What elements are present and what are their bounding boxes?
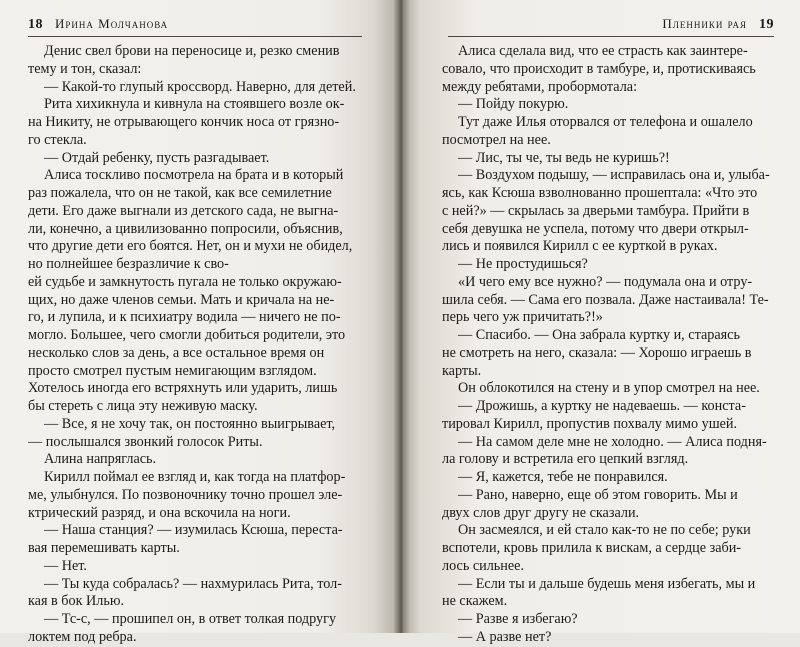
text-line: Он засмеялся, и ей стало как-то не по себе; руки xyxy=(458,522,751,539)
text-line: Алина напряглась. xyxy=(44,451,157,468)
text-line: совало, что происходит в тамбуре, и, протискиваясь xyxy=(442,60,756,77)
text-line: дети. Его даже выгнали из детского сада, не выгна- xyxy=(28,202,339,219)
text-line: — Дрожишь, а куртку не надеваешь. — конста- xyxy=(458,398,746,414)
text-line: — Какой-то глупый кроссворд. Наверно, для детей. xyxy=(44,78,356,95)
text-line: — Лис, ты че, ты ведь не куришь?! xyxy=(458,149,670,166)
text-line: кая в бок Илью. xyxy=(28,593,124,610)
text-line: — Отдай ребенку, пусть разгадывает. xyxy=(44,149,270,166)
text-line: Он облокотился на стену и в упор смотрел на нее. xyxy=(458,380,760,397)
text-line: между ребятами, пробормотала: xyxy=(442,78,638,95)
text-line: — Не простудишься? xyxy=(458,256,588,272)
text-line: могло. Большее, чего смогли добиться родители, это xyxy=(28,327,346,343)
text-line: — Нет. xyxy=(44,557,87,574)
text-line: вая перемешивать карты. xyxy=(28,540,180,556)
text-line: Алиса тоскливо посмотрела на брата и в который xyxy=(44,167,344,184)
text-line: несколько слов за день, а все остальное время он xyxy=(28,344,325,361)
text-line: Кирилл поймал ее взгляд и, как тогда на платфор- xyxy=(44,469,346,485)
page-number: 18 xyxy=(28,17,43,32)
text-line: ли, конечно, а цивилизованно попросили, объяснив, xyxy=(28,220,343,237)
text-line: бы стереть с лица эту неживую маску. xyxy=(28,398,258,414)
text-line: просто смотрел пустым немигающим взглядом. xyxy=(28,362,317,379)
left-page xyxy=(0,0,396,645)
text-line: перь чего уж причитать?!» xyxy=(442,309,603,326)
right-page-header xyxy=(448,16,774,37)
text-line: — А разве нет? xyxy=(458,628,552,645)
text-line: Тут даже Илья оторвался от телефона и ошалело xyxy=(458,114,753,130)
text-line: ктрический разряд, и она вскочила на ноги. xyxy=(28,504,291,521)
text-line: двух слов друг другу не сказали. xyxy=(442,504,640,521)
right-page-text xyxy=(442,43,774,647)
page-number: 19 xyxy=(759,17,774,32)
text-line: ме, улыбнулся. По позвоночнику точно прошел эле- xyxy=(28,486,343,503)
text-line: ясь, как Ксюша взволнованно прошептала: «Что это xyxy=(442,185,758,201)
text-line: себя девушка не успела, потому что двери открыл- xyxy=(442,220,749,237)
text-line: Рита хихикнула и кивнула на стоявшего возле ок- xyxy=(44,96,345,113)
text-line: — Я, кажется, тебе не понравился. xyxy=(458,469,668,485)
text-line: Денис свел брови на переносице и, резко сменив xyxy=(44,43,340,59)
text-line: шила себя. — Сама его позвала. Даже настаивала! Те- xyxy=(442,291,769,308)
left-page-header xyxy=(28,16,362,37)
text-line: с ней?» — скрылась за дверьми тамбура. Прийти в xyxy=(442,202,750,219)
text-line: го, и лупила, и к психиатру водила — ничего не по- xyxy=(28,309,341,326)
text-line: — Все, я не хочу так, он постоянно выигрывает, xyxy=(44,415,336,432)
running-head-author: Ирина Молчанова xyxy=(55,16,169,31)
left-page-text xyxy=(28,43,368,647)
text-line: ей судьбе и замкнутость пугала не только окружаю- xyxy=(28,273,342,290)
text-line: — Воздухом подышу, — исправилась она и, улыба- xyxy=(458,167,770,184)
text-line: — Разве я избегаю? xyxy=(458,611,578,627)
text-line: лись и появился Кирилл с ее курткой в руках. xyxy=(442,238,718,255)
text-line: на Никиту, не отрывающего кончик носа от грязно- xyxy=(28,114,340,130)
text-line: Хотелось иногда его встряхнуть или ударить, лишь xyxy=(28,380,338,397)
text-line: го стекла. xyxy=(28,131,87,148)
right-page xyxy=(396,0,800,645)
text-line: не скажем. xyxy=(442,593,508,610)
text-line: тировал Кирилл, пропустив похвалу мимо ушей. xyxy=(442,415,738,432)
text-line: ла голову и встретила его цепкий взгляд. xyxy=(442,451,689,468)
text-line: не смотреть на него, сказала: — Хорошо играешь в xyxy=(442,344,752,361)
text-line: вспотели, кровь прилила к вискам, а сердце заби- xyxy=(442,540,742,556)
text-line: Алиса сделала вид, что ее страсть как заинтере- xyxy=(458,43,748,59)
text-line: карты. xyxy=(442,362,482,379)
text-line: но полнейшее безразличие к сво- xyxy=(28,256,229,272)
book-spine-gutter xyxy=(394,0,410,633)
text-line: что другие дети его боятся. Нет, он и мухи не обидел, xyxy=(28,238,353,255)
text-line: — Ты куда собралась? — нахмурилась Рита, тол- xyxy=(44,575,342,592)
text-line: — На самом деле мне не холодно. — Алиса подня- xyxy=(458,433,767,450)
text-line: лось сильнее. xyxy=(442,557,525,574)
text-line: — Спасибо. — Она забрала куртку и, стараясь xyxy=(458,327,740,343)
running-head-title: Пленники рая xyxy=(662,16,747,31)
text-line: — Рано, наверно, еще об этом говорить. Мы и xyxy=(458,486,738,503)
text-line: локтем под ребра. xyxy=(28,628,137,645)
text-line: — Пойду покурю. xyxy=(458,96,569,113)
text-line: — Если ты и дальше будешь меня избегать, мы и xyxy=(458,575,756,592)
text-line: «И чего ему все нужно? — подумала она и отру- xyxy=(458,273,753,290)
text-line: раз пожалела, что он не такой, как все семилетние xyxy=(28,185,332,201)
text-line: посмотрел на нее. xyxy=(442,131,551,148)
text-line: — послышался звонкий голосок Риты. xyxy=(28,433,263,450)
text-line: щих, но даже членов семьи. Мать и кричала на не- xyxy=(28,291,335,308)
text-line: — Тс-с, — прошипел он, в ответ толкая подругу xyxy=(44,611,337,627)
text-line: — Наша станция? — изумилась Ксюша, переста- xyxy=(44,522,343,539)
text-line: тему и тон, сказал: xyxy=(28,60,142,77)
